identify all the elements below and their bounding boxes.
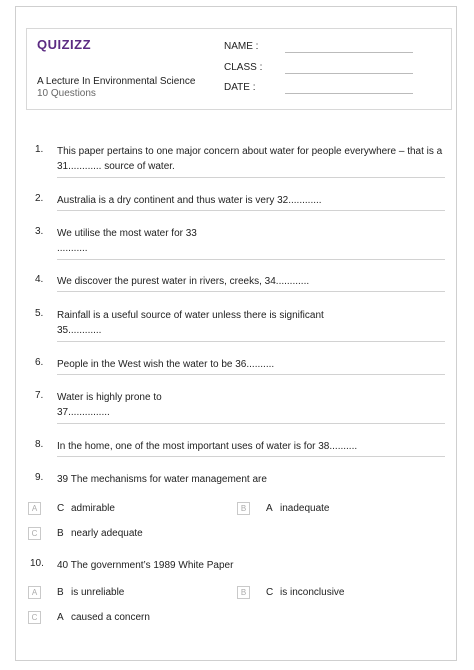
answer-line[interactable] (57, 423, 445, 424)
question-number: 4. (35, 274, 44, 285)
question-number: 6. (35, 357, 44, 368)
question-text: Australia is a dry continent and thus water is very 32............ (57, 195, 322, 206)
option-text: is inconclusive (280, 587, 345, 598)
answer-line[interactable] (57, 374, 445, 375)
option-letter: B (57, 528, 64, 539)
option-letter: C (57, 503, 65, 514)
name-field[interactable] (285, 52, 413, 53)
answer-line[interactable] (57, 210, 445, 211)
question-number: 1. (35, 144, 44, 155)
answer-line[interactable] (57, 456, 445, 457)
question-text: Rainfall is a useful source of water unless there is significant 35............ (57, 310, 324, 336)
name-label: NAME : (224, 41, 259, 52)
class-field[interactable] (285, 73, 413, 74)
option-text: is unreliable (71, 587, 125, 598)
answer-line[interactable] (57, 177, 445, 178)
answer-line[interactable] (57, 341, 445, 342)
question-text: 39 The mechanisms for water management are (57, 474, 267, 485)
answer-line[interactable] (57, 291, 445, 292)
question-text: 40 The government’s 1989 White Paper (57, 560, 234, 571)
question-number: 7. (35, 390, 44, 401)
option-text: caused a concern (71, 612, 150, 623)
date-label: DATE : (224, 82, 256, 93)
question-number: 10. (30, 558, 44, 569)
class-label: CLASS : (224, 62, 263, 73)
option-letter: A (57, 612, 64, 623)
option-box[interactable]: C (28, 527, 41, 540)
question-text: We utilise the most water for 33 ........... (57, 228, 197, 254)
question-number: 2. (35, 193, 44, 204)
option-box[interactable]: B (237, 502, 250, 515)
question-text: We discover the purest water in rivers, creeks, 34............ (57, 276, 310, 287)
brand-logo: QUIZIZZ (37, 37, 92, 52)
option-box[interactable]: C (28, 611, 41, 624)
option-text: inadequate (280, 503, 330, 514)
question-text: Water is highly prone to 37............... (57, 392, 162, 418)
worksheet-title: A Lecture In Environmental Science (37, 76, 196, 87)
question-number: 8. (35, 439, 44, 450)
question-number: 9. (35, 472, 44, 483)
date-field[interactable] (285, 93, 413, 94)
question-number: 3. (35, 226, 44, 237)
option-text: nearly adequate (71, 528, 143, 539)
option-box[interactable]: A (28, 586, 41, 599)
question-number: 5. (35, 308, 44, 319)
option-letter: B (57, 587, 64, 598)
option-text: admirable (71, 503, 115, 514)
answer-line[interactable] (57, 259, 445, 260)
worksheet-subtitle: 10 Questions (37, 88, 96, 99)
option-letter: C (266, 587, 274, 598)
option-letter: A (266, 503, 273, 514)
question-text: People in the West wish the water to be 36.......... (57, 359, 275, 370)
question-text: This paper pertains to one major concern about water for people everywhere – that is a 31............ source of water. (57, 146, 443, 172)
option-box[interactable]: A (28, 502, 41, 515)
option-box[interactable]: B (237, 586, 250, 599)
question-text: In the home, one of the most important uses of water is for 38.......... (57, 441, 358, 452)
